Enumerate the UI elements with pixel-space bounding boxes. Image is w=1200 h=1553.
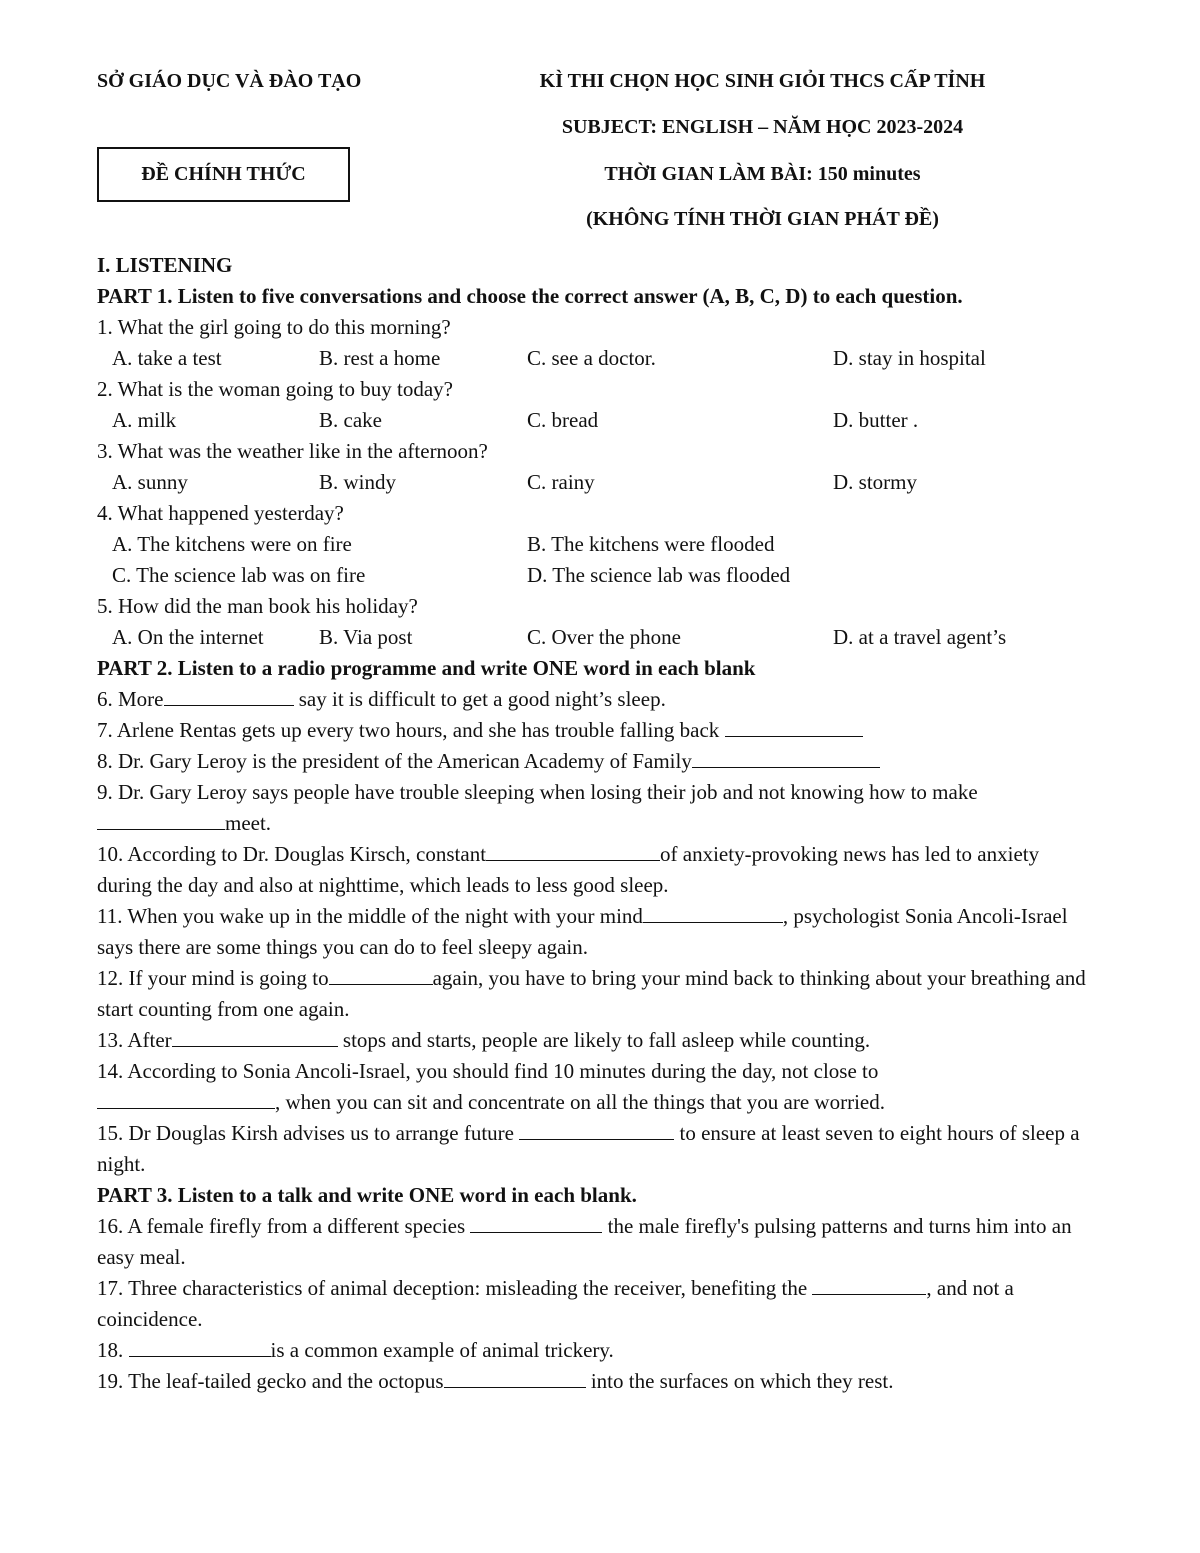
answer-blank[interactable] (172, 1026, 338, 1047)
question-11 (97, 901, 1097, 963)
question-text: , and not a coincidence. (97, 1276, 1014, 1331)
question-4: 4. What happened yesterday? (97, 501, 344, 525)
answer-blank[interactable] (97, 1088, 275, 1109)
question-text: 16. A female firefly from a different species (97, 1214, 471, 1238)
answer-blank[interactable] (812, 1274, 926, 1295)
option-c: C. see a doctor. (527, 346, 656, 370)
option-c: C. The science lab was on fire (112, 563, 366, 587)
question-text: the male firefly's pulsing patterns and turns him into an easy meal. (97, 1214, 1072, 1269)
question-text: into the surfaces on which they rest. (585, 1369, 894, 1393)
option-c: C. Over the phone (527, 625, 681, 649)
answer-blank[interactable] (164, 685, 294, 706)
option-d: D. stay in hospital (833, 346, 986, 370)
question-15 (97, 1118, 1097, 1180)
answer-blank[interactable] (486, 840, 660, 861)
exam-content (97, 250, 1097, 1397)
question-text: 17. Three characteristics of animal deception: misleading the receiver, benefiting the (97, 1276, 813, 1300)
answer-blank[interactable] (97, 809, 225, 830)
question-8 (97, 746, 1097, 777)
option-a: A. On the internet (112, 625, 264, 649)
question-text: 8. Dr. Gary Leroy is the president of the American Academy of Family (97, 749, 692, 773)
answer-blank[interactable] (643, 902, 783, 923)
question-text: to ensure at least seven to eight hours of sleep a night. (97, 1121, 1080, 1176)
question-12 (97, 963, 1097, 1025)
option-c: C. rainy (527, 470, 595, 494)
part2-title: PART 2. Listen to a radio programme and write ONE word in each blank (97, 656, 756, 680)
option-a: A. sunny (112, 470, 188, 494)
answer-blank[interactable] (444, 1367, 586, 1388)
question-text: meet. (225, 811, 272, 835)
question-text: 12. If your mind is going to (97, 966, 329, 990)
question-text: 18. (97, 1338, 129, 1362)
option-d: D. stormy (833, 470, 917, 494)
answer-blank[interactable] (692, 747, 880, 768)
exam-time: THỜI GIAN LÀM BÀI: 150 minutes (604, 163, 921, 185)
option-c: C. bread (527, 408, 599, 432)
options-3 (97, 467, 1097, 498)
question-1: 1. What the girl going to do this morning? (97, 315, 451, 339)
option-a: A. milk (112, 408, 177, 432)
question-text: is a common example of animal trickery. (270, 1338, 614, 1362)
question-text: 6. More (97, 687, 164, 711)
option-d: D. The science lab was flooded (527, 563, 791, 587)
option-b: B. The kitchens were flooded (527, 532, 775, 556)
exam-subject: SUBJECT: ENGLISH – NĂM HỌC 2023-2024 (561, 116, 964, 138)
option-d: D. at a travel agent’s (833, 625, 1007, 649)
question-text: stops and starts, people are likely to fall asleep while counting. (337, 1028, 871, 1052)
question-7 (97, 715, 1097, 746)
question-18 (97, 1335, 1097, 1366)
question-17 (97, 1273, 1097, 1335)
question-text: 14. According to Sonia Ancoli-Israel, you should find 10 minutes during the day, not close to (97, 1059, 879, 1083)
part1-title: PART 1. Listen to five conversations and choose the correct answer (A, B, C, D) to each question. (97, 284, 963, 308)
options-2 (97, 405, 1097, 436)
question-13 (97, 1025, 1097, 1056)
question-14 (97, 1056, 1097, 1118)
question-text: , when you can sit and concentrate on all the things that you are worried. (275, 1090, 885, 1114)
answer-blank[interactable] (129, 1336, 271, 1357)
exam-title: KÌ THI CHỌN HỌC SINH GIỎI THCS CẤP TỈNH (539, 70, 986, 92)
answer-blank[interactable] (725, 716, 863, 737)
question-text: 19. The leaf-tailed gecko and the octopus (97, 1369, 444, 1393)
question-3: 3. What was the weather like in the afternoon? (97, 439, 488, 463)
question-text: 10. According to Dr. Douglas Kirsch, constant (97, 842, 487, 866)
question-9 (97, 777, 1097, 839)
question-text: again, you have to bring your mind back to thinking about your breathing and start counting from one again. (97, 966, 1086, 1021)
option-a: A. take a test (112, 346, 222, 370)
question-16 (97, 1211, 1097, 1273)
question-10 (97, 839, 1097, 901)
question-19 (97, 1366, 1097, 1397)
options-4-row1 (97, 529, 1097, 560)
question-text: say it is difficult to get a good night’s sleep. (293, 687, 666, 711)
department-name: SỞ GIÁO DỤC VÀ ĐÀO TẠO (97, 70, 362, 92)
answer-blank[interactable] (329, 964, 433, 985)
option-a: A. The kitchens were on fire (112, 532, 352, 556)
question-2: 2. What is the woman going to buy today? (97, 377, 453, 401)
question-5: 5. How did the man book his holiday? (97, 594, 418, 618)
question-text: of anxiety-provoking news has led to anxiety during the day and also at nighttime, which leads to less good sleep. (97, 842, 1040, 897)
question-text: 15. Dr Douglas Kirsh advises us to arrange future (97, 1121, 520, 1145)
options-5 (97, 622, 1097, 653)
question-text: 9. Dr. Gary Leroy says people have trouble sleeping when losing their job and not knowing how to make (97, 780, 978, 804)
part3-title: PART 3. Listen to a talk and write ONE word in each blank. (97, 1183, 637, 1207)
exam-note: (KHÔNG TÍNH THỜI GIAN PHÁT ĐỀ) (586, 208, 939, 230)
option-b: B. Via post (319, 625, 413, 649)
question-6 (97, 684, 1097, 715)
official-exam-box: ĐỀ CHÍNH THỨC (97, 147, 350, 202)
options-1 (97, 343, 1097, 374)
question-text: 7. Arlene Rentas gets up every two hours, and she has trouble falling back (97, 718, 725, 742)
question-text: 11. When you wake up in the middle of the night with your mind (97, 904, 643, 928)
section-title: I. LISTENING (97, 253, 233, 277)
answer-blank[interactable] (470, 1212, 602, 1233)
question-text: , psychologist Sonia Ancoli-Israel says there are some things you can do to feel sleepy again. (97, 904, 1068, 959)
answer-blank[interactable] (519, 1119, 674, 1140)
option-b: B. rest a home (319, 346, 441, 370)
option-b: B. windy (319, 470, 397, 494)
options-4-row2 (97, 560, 1097, 591)
option-b: B. cake (319, 408, 382, 432)
question-text: 13. After (97, 1028, 172, 1052)
option-d: D. butter . (833, 408, 919, 432)
